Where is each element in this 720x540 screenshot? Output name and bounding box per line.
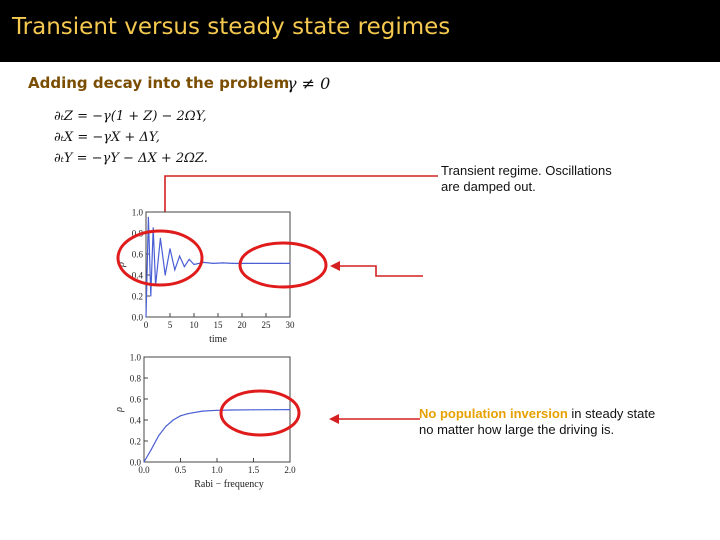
steady-data-point — [187, 413, 188, 414]
steady1-connector-arrow — [330, 261, 340, 271]
steady-data-point — [158, 435, 159, 436]
transient-data-point — [179, 256, 180, 257]
steady-data-point — [143, 461, 144, 462]
transient-chart — [116, 208, 295, 346]
transient-data-point — [153, 227, 154, 228]
transient-ylabel: ρ — [116, 262, 127, 267]
transient-ytick-label: 0.6 — [131, 249, 143, 260]
slide-title: Transient versus steady state regimes — [12, 14, 451, 40]
transient-annotation-line1: Transient regime. Oscillations — [441, 163, 612, 178]
steady-ytick-label: 0.2 — [129, 436, 141, 447]
transient-data-point — [222, 262, 223, 263]
transient-data-point — [145, 316, 146, 317]
steady-ytick-label: 0.4 — [129, 415, 141, 426]
steady-xtick-label: 1.0 — [211, 465, 223, 475]
equation-x: ∂ₜX = −γX + ΔY, — [54, 130, 160, 145]
steady-data-point — [202, 411, 203, 412]
equation-z: ∂ₜZ = −γ(1 + Z) − 2ΩY, — [54, 109, 207, 124]
transient-data-point — [165, 274, 166, 275]
steady-data-point — [173, 419, 174, 420]
transient-xlabel: time — [209, 334, 227, 345]
transient-data-point — [265, 263, 266, 264]
steady-data-point — [216, 410, 217, 411]
transient-ytick-label: 0.2 — [131, 291, 143, 302]
steady2-connector-arrow — [329, 414, 339, 424]
transient-data-point — [189, 259, 190, 260]
transient-data-point — [184, 266, 185, 267]
steady-annotation-highlight: No population inversion — [419, 406, 568, 421]
transient-data-point — [169, 248, 170, 249]
subtitle: Adding decay into the problem — [28, 74, 290, 92]
transient-data-point — [289, 263, 290, 264]
steady1-connector — [338, 266, 423, 276]
steady-xtick-label: 0.0 — [138, 465, 150, 475]
steady-ylabel: ρ — [114, 407, 125, 412]
transient-xtick-label: 5 — [167, 320, 173, 330]
transient-data-point — [203, 262, 204, 263]
steady-ytick-label: 1.0 — [129, 352, 141, 363]
steady-chart — [114, 353, 296, 491]
steady-annotation-rest: in steady state — [567, 406, 656, 421]
transient-data-point — [174, 269, 175, 270]
transient-xtick-label: 25 — [261, 320, 271, 330]
transient-xtick-label: 30 — [285, 320, 295, 330]
transient-xtick-label: 0 — [143, 320, 149, 330]
transient-annotation-line2: are damped out. — [441, 179, 536, 194]
steady-data-point — [275, 409, 276, 410]
steady-xtick-label: 0.5 — [174, 465, 187, 475]
steady-xtick-label: 2.0 — [284, 465, 296, 475]
steady-annotation-line2: no matter how large the driving is. — [419, 422, 615, 437]
gamma-condition: γ ≠ 0 — [287, 74, 331, 93]
transient-ytick-label: 0.4 — [131, 270, 143, 281]
transient-xtick-label: 20 — [237, 320, 247, 330]
transient-ytick-label: 1.0 — [131, 207, 143, 218]
steady-xtick-label: 1.5 — [247, 465, 260, 475]
transient-ytick-label: 0.8 — [131, 228, 143, 239]
transient-data-point — [280, 263, 281, 264]
equation-y: ∂ₜY = −γY − ΔX + 2ΩZ. — [54, 151, 208, 166]
transient-data-point — [232, 263, 233, 264]
transient-data-point — [148, 217, 149, 218]
transient-data-point — [150, 295, 151, 296]
steady-ytick-label: 0.8 — [129, 373, 141, 384]
steady-data-point — [151, 449, 152, 450]
steady-ytick-label: 0.0 — [129, 457, 141, 468]
transient-data-point — [251, 263, 252, 264]
transient-data-point — [160, 238, 161, 239]
steady-data-point — [231, 409, 232, 410]
transient-data-point — [193, 264, 194, 265]
steady-xlabel: Rabi − frequency — [194, 479, 264, 490]
steady-data-point — [180, 415, 181, 416]
steady-data-point — [165, 426, 166, 427]
steady-data-point — [289, 409, 290, 410]
transient-data-point — [213, 263, 214, 264]
steady-data-point — [253, 409, 254, 410]
transient-ytick-label: 0.0 — [131, 312, 143, 323]
transient-xtick-label: 15 — [213, 320, 223, 330]
transient-xtick-label: 10 — [189, 320, 199, 330]
steady-ytick-label: 0.6 — [129, 394, 141, 405]
